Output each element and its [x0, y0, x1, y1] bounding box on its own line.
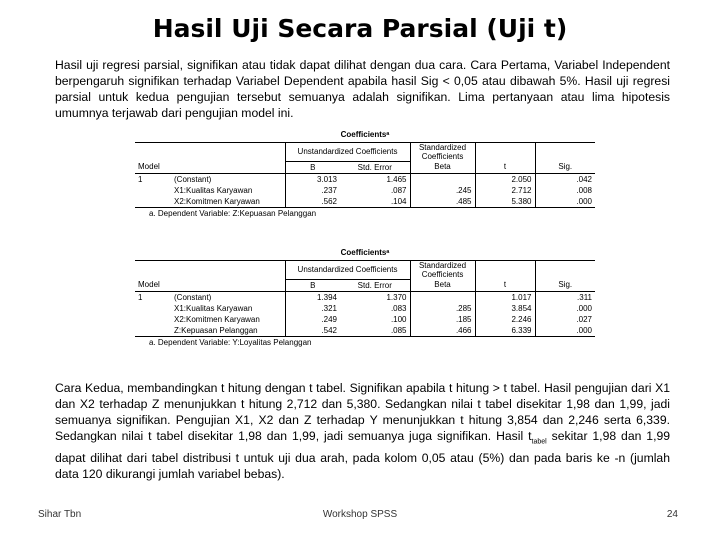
- col-sig: Sig.: [535, 279, 595, 291]
- table-row: 1 (Constant) 1.394 1.370 1.017 .311: [135, 291, 595, 303]
- intro-paragraph: Hasil uji regresi parsial, signifikan atau tidak dapat dilihat dengan dua cara. Cara Pertama, Variabel Independent berpengaruh signifikan terhadap Variabel Dependent apabila hasil Sig < 0,05 atau dibawah 5%. Hasil uji regresi parsial untuk kedua pengujian tersebut semuanya adalah signifikan. Lima pertanyaan atau lima hipotesis umumnya terjawab dari pengujian model ini.: [55, 58, 670, 120]
- footer-title: Workshop SPSS: [322, 509, 398, 520]
- table-row: 1 (Constant) 3.013 1.465 2.050 .042: [135, 173, 595, 185]
- slide-title: Hasil Uji Secara Parsial (Uji t): [152, 14, 568, 43]
- col-b: B: [285, 279, 340, 291]
- col-t: t: [475, 161, 535, 173]
- col-b: B: [285, 161, 340, 173]
- table-footnote: a. Dependent Variable: Y:Loyalitas Pelanggan: [149, 337, 312, 347]
- table-row: X1:Kualitas Karyawan .237 .087 .245 2.712 .008: [135, 185, 595, 196]
- col-model: Model: [138, 280, 160, 290]
- header-unstandardized: Unstandardized Coefficients: [285, 261, 410, 280]
- page-number: 24: [666, 509, 678, 520]
- header-unstandardized: Unstandardized Coefficients: [285, 143, 410, 162]
- col-model: Model: [138, 162, 160, 172]
- second-paragraph: Cara Kedua, membandingkan t hitung dengan t tabel. Signifikan apabila t hitung > t tabel. Hasil pengujian dari X1 dan X2 terhadap Z menunjukkan t hitung 2,712 dan 5,380. Sedangkan nilai t tabel disekitar 1,98 dan 1,99, jadi semuanya signifikan. Pengujian X1, X2 dan Z terhadap Y menunjukkan t hitung 3,854 dan 2,246 serta 6,339. Sedangkan nilai t tabel disekitar 1,98 dan 1,99, jadi semuanya juga signifikan. Hasil $t_{tabel}$ sekitar 1,98 dan 1,99 dapat dilihat dari tabel distribusi t untuk uji dua arah, pada kolom 0,05 atau (5%) dan pada baris ke -n (jumlah data 120 dikurangi jumlah variabel bebas).: [55, 381, 671, 482]
- table-row: X1:Kualitas Karyawan .321 .083 .285 3.854 .000: [135, 303, 595, 314]
- table-caption: Coefficientsᵃ: [340, 130, 390, 139]
- header-standardized: Standardized Coefficients: [410, 143, 475, 162]
- header-standardized: Standardized Coefficients: [410, 261, 475, 280]
- model-number: 1: [138, 292, 143, 302]
- table-row: Z:Kepuasan Pelanggan .542 .085 .466 6.339 .000: [135, 325, 595, 337]
- col-std-error: Std. Error: [357, 280, 392, 290]
- col-beta: Beta: [410, 161, 475, 173]
- coefficients-table-1: [135, 128, 595, 219]
- model-number: 1: [138, 174, 143, 184]
- footer-author: Sihar Tbn: [38, 509, 82, 520]
- col-std-error: Std. Error: [357, 162, 392, 172]
- col-t: t: [475, 279, 535, 291]
- table-row: X2:Komitmen Karyawan .249 .100 .185 2.246 .027: [135, 314, 595, 325]
- col-sig: Sig.: [535, 161, 595, 173]
- table-row: X2:Komitmen Karyawan .562 .104 .485 5.380 .000: [135, 196, 595, 208]
- coefficients-table-2: [135, 246, 595, 348]
- table-footnote: a. Dependent Variable: Z:Kepuasan Pelanggan: [149, 208, 317, 218]
- table-caption: Coefficientsᵃ: [340, 248, 390, 257]
- col-beta: Beta: [410, 279, 475, 291]
